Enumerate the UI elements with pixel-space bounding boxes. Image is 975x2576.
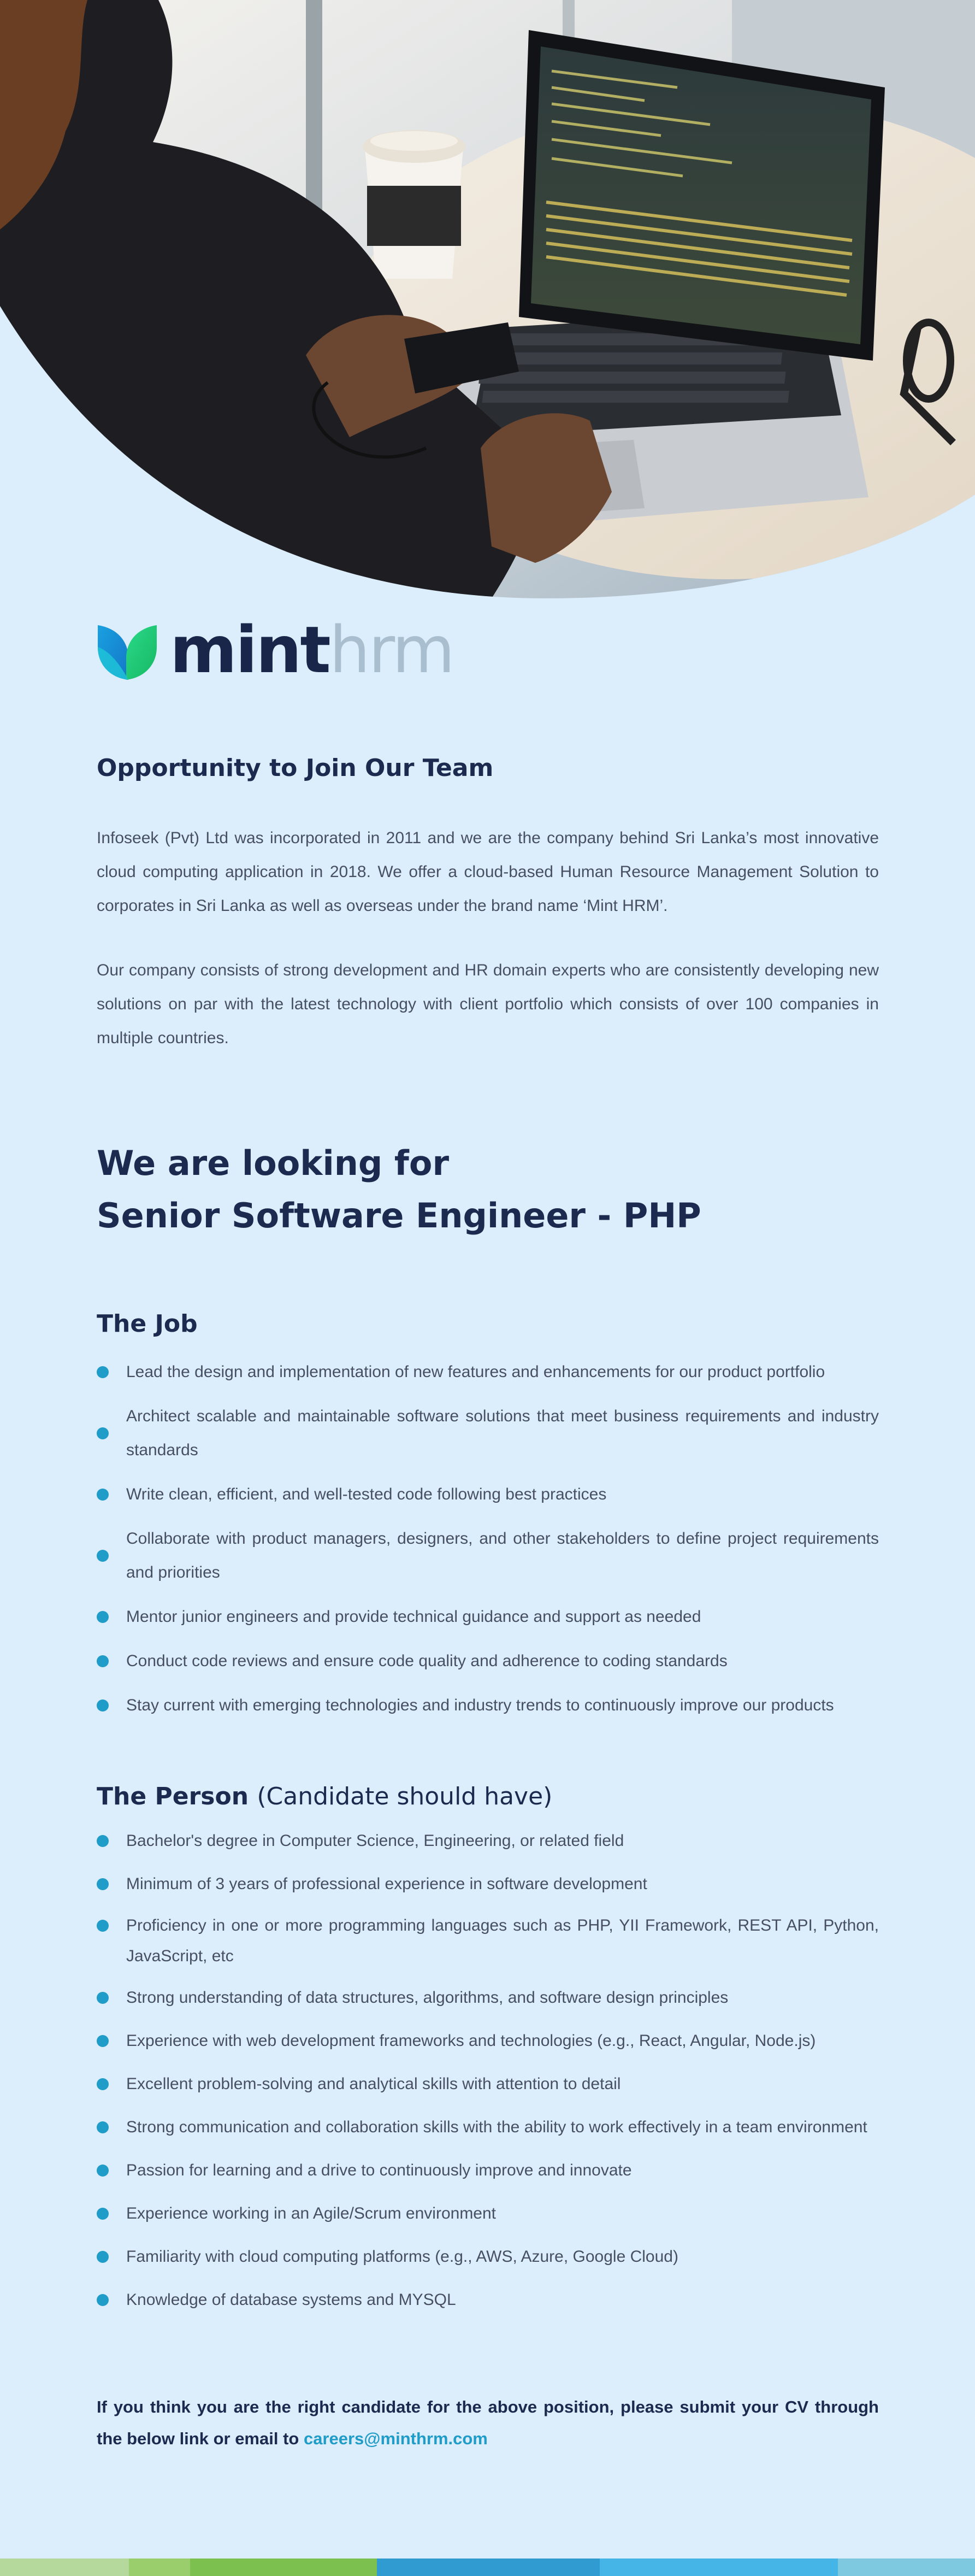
mint-hrm-logo	[97, 612, 454, 687]
list-item-text: Strong understanding of data structures, algorithms, and software design principles	[126, 1989, 729, 2007]
stripe-segment	[129, 2559, 190, 2576]
bullet-dot-icon	[97, 1699, 109, 1712]
stripe-segment	[190, 2559, 377, 2576]
list-item-text: Experience working in an Agile/Scrum environment	[126, 2204, 497, 2223]
list-item-text: Architect scalable and maintainable software solutions that meet business requirements and industry standards	[126, 1407, 879, 1459]
list-item	[97, 1689, 879, 1722]
intro-title: Opportunity to Join Our Team	[97, 754, 494, 782]
list-item	[97, 1910, 879, 1972]
job-title: The Job	[97, 1309, 198, 1338]
bullet-dot-icon	[97, 1835, 109, 1847]
list-item-text: Excellent problem-solving and analytical skills with attention to detail	[126, 2075, 621, 2093]
bullet-dot-icon	[97, 2251, 109, 2263]
bullet-dot-icon	[97, 2121, 109, 2133]
bullet-dot-icon	[97, 1366, 109, 1378]
list-item	[97, 1522, 879, 1590]
list-item	[97, 2240, 879, 2274]
list-item-text: Strong communication and collaboration skills with the ability to work effectively in a team environment	[126, 2118, 867, 2137]
bullet-dot-icon	[97, 1550, 109, 1562]
careers-email-link[interactable]: careers@minthrm.com	[303, 2429, 488, 2449]
list-item-text: Proficiency in one or more programming languages such as PHP, YII Framework, REST API, Python, JavaScript, etc	[126, 1916, 879, 1966]
list-item-text: Minimum of 3 years of professional experience in software development	[126, 1875, 647, 1893]
person-title-light: (Candidate should have)	[257, 1782, 553, 1810]
list-item-text: Familiarity with cloud computing platforms (e.g., AWS, Azure, Google Cloud)	[126, 2248, 678, 2266]
logo-wordmark	[170, 612, 454, 687]
list-item-text: Bachelor's degree in Computer Science, Engineering, or related field	[126, 1832, 624, 1850]
job-list	[97, 1355, 879, 1722]
list-item-text: Mentor junior engineers and provide technical guidance and support as needed	[126, 1607, 701, 1626]
list-item	[97, 1867, 879, 1901]
logo-word-hrm: hrm	[329, 612, 454, 687]
stripe-segment	[838, 2559, 975, 2576]
bullet-dot-icon	[97, 2165, 109, 2177]
looking-for-line: We are looking for	[97, 1143, 450, 1183]
list-item	[97, 1600, 879, 1634]
stripe-segment	[377, 2559, 600, 2576]
call-to-action	[97, 2391, 879, 2455]
bullet-dot-icon	[97, 1992, 109, 2004]
position-title: Senior Software Engineer - PHP	[97, 1195, 701, 1236]
footer-color-stripe	[0, 2559, 975, 2576]
bullet-dot-icon	[97, 1427, 109, 1439]
looking-for-section	[97, 1137, 879, 1242]
list-item-text: Lead the design and implementation of new features and enhancements for our product portfolio	[126, 1362, 825, 1381]
list-item	[97, 2283, 879, 2317]
list-item	[97, 1355, 879, 1389]
logo-word-mint: mint	[170, 612, 329, 687]
list-item-text: Write clean, efficient, and well-tested code following best practices	[126, 1485, 607, 1503]
list-item	[97, 1981, 879, 2015]
person-list	[97, 1824, 879, 2317]
bullet-dot-icon	[97, 2208, 109, 2220]
list-item	[97, 2197, 879, 2231]
stripe-segment	[0, 2559, 129, 2576]
list-item	[97, 2110, 879, 2144]
list-item-text: Knowledge of database systems and MYSQL	[126, 2291, 456, 2309]
intro-paragraph-2: Our company consists of strong development and HR domain experts who are consistently developing new solutions on par with the latest technology with client portfolio which consists of over 100 companies in multiple countries.	[97, 961, 879, 1047]
list-item	[97, 1824, 879, 1858]
list-item-text: Collaborate with product managers, designers, and other stakeholders to define project requirements and priorities	[126, 1529, 879, 1581]
person-title-bold: The Person	[97, 1782, 249, 1810]
bullet-dot-icon	[97, 1878, 109, 1890]
bullet-dot-icon	[97, 2078, 109, 2090]
intro-section	[97, 754, 879, 1055]
list-item-text: Passion for learning and a drive to continuously improve and innovate	[126, 2161, 632, 2180]
bullet-dot-icon	[97, 1655, 109, 1667]
list-item-text: Stay current with emerging technologies and industry trends to continuously improve our products	[126, 1696, 834, 1714]
list-item	[97, 1478, 879, 1512]
person-section	[97, 1783, 879, 2318]
job-post-content	[97, 754, 879, 2455]
bullet-dot-icon	[97, 1920, 109, 1932]
list-item	[97, 2024, 879, 2058]
intro-paragraph-1: Infoseek (Pvt) Ltd was incorporated in 2011 and we are the company behind Sri Lanka’s most innovative cloud computing application in 2018. We offer a cloud-based Human Resource Management Solution to corporates in Sri Lanka as well as overseas under the brand name ‘Mint HRM’.	[97, 828, 879, 915]
bullet-dot-icon	[97, 1611, 109, 1623]
person-title	[97, 1783, 879, 1812]
stripe-segment	[600, 2559, 838, 2576]
hero-photo	[0, 0, 975, 598]
list-item	[97, 1399, 879, 1467]
bullet-dot-icon	[97, 2035, 109, 2047]
list-item-text: Conduct code reviews and ensure code quality and adherence to coding standards	[126, 1651, 728, 1670]
list-item-text: Experience with web development frameworks and technologies (e.g., React, Angular, Node.js)	[126, 2032, 816, 2050]
list-item	[97, 1644, 879, 1678]
list-item	[97, 2154, 879, 2187]
bullet-dot-icon	[97, 2294, 109, 2306]
list-item	[97, 2067, 879, 2101]
cta-text: If you think you are the right candidate for the above position, please submit your CV through the below link or email to	[97, 2397, 879, 2449]
job-section	[97, 1310, 879, 1722]
bullet-dot-icon	[97, 1489, 109, 1501]
mint-leaf-logo-icon	[97, 623, 158, 681]
